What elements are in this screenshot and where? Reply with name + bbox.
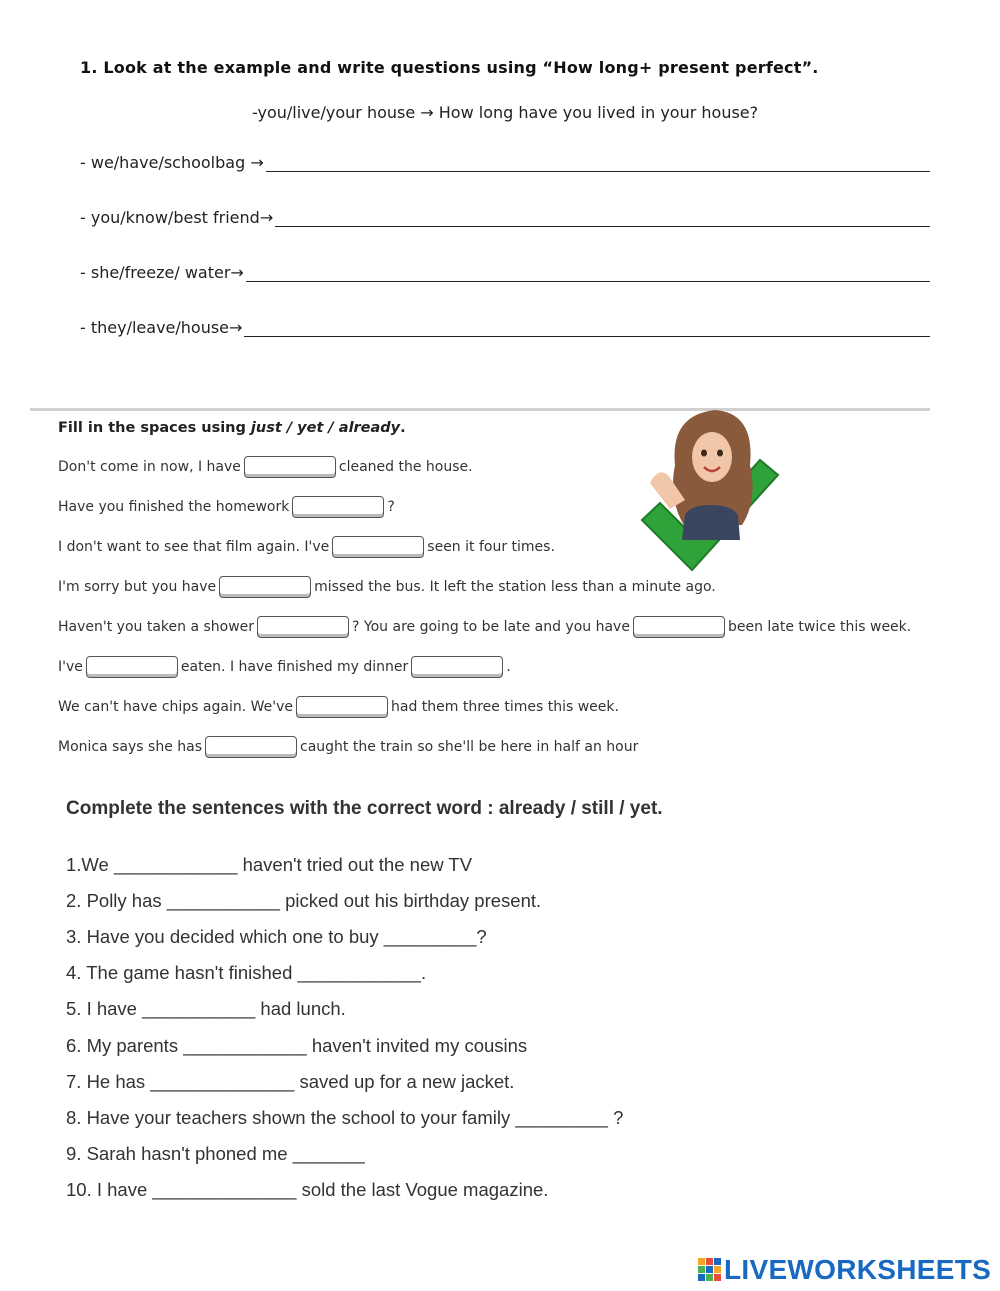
sentence-text: ? (387, 499, 395, 515)
sentence-row (58, 694, 619, 720)
sentence-text: I've (58, 659, 83, 675)
liveworksheets-logo (698, 1255, 991, 1285)
exercise-3-item[interactable]: 1.We ____________ haven't tried out the new TV (66, 854, 473, 875)
sentence-row (58, 534, 555, 560)
sentence-text: ? You are going to be late and you have (352, 619, 630, 635)
answer-line[interactable] (246, 263, 930, 282)
exercise-1-title: 1. Look at the example and write questions using “How long+ present perfect”. (80, 58, 819, 77)
sentence-text: cleaned the house. (338, 459, 473, 475)
answer-line[interactable] (244, 318, 930, 337)
exercise-3-item[interactable]: 5. I have ___________ had lunch. (66, 998, 346, 1019)
sentence-row (58, 614, 911, 640)
answer-box[interactable] (332, 536, 424, 558)
exercise-1-item (80, 258, 930, 282)
answer-box[interactable] (205, 736, 297, 758)
avatar-face (692, 432, 732, 482)
exercise-3-item[interactable]: 8. Have your teachers shown the school to your family _________ ? (66, 1107, 624, 1128)
exercise-1-example: -you/live/your house → How long have you lived in your house? (252, 103, 759, 122)
sentence-text: Haven't you taken a shower (58, 619, 255, 635)
exercise-1 (0, 0, 1000, 400)
sentence-text: . (506, 659, 511, 675)
item-prompt: - we/have/schoolbag → (80, 153, 264, 172)
sentence-row (58, 454, 473, 480)
answer-box[interactable] (244, 456, 336, 478)
sentence-row (58, 494, 395, 520)
exercise-2 (0, 400, 1000, 770)
sentence-text: eaten. I have finished my dinner (180, 659, 409, 675)
avatar-jacket (682, 505, 740, 540)
exercise-3-title: Complete the sentences with the correct word : already / still / yet. (66, 798, 663, 819)
title-suffix: . (400, 420, 406, 436)
logo-text: LIVEWORKSHEETS (724, 1254, 992, 1285)
exercise-3-item[interactable]: 9. Sarah hasn't phoned me _______ (66, 1143, 365, 1164)
exercise-3-item[interactable]: 6. My parents ____________ haven't invited my cousins (66, 1035, 528, 1056)
answer-box[interactable] (219, 576, 311, 598)
sentence-text: Have you finished the homework (58, 499, 290, 515)
sentence-text: We can't have chips again. We've (58, 699, 294, 715)
item-prompt: - she/freeze/ water→ (80, 263, 244, 282)
exercise-3 (0, 780, 1000, 1220)
answer-box[interactable] (633, 616, 725, 638)
sentence-text: seen it four times. (427, 539, 555, 555)
item-prompt: - you/know/best friend→ (80, 208, 274, 227)
title-words: just / yet / already (250, 420, 401, 436)
sentence-text: caught the train so she'll be here in half an hour (300, 739, 639, 755)
answer-box[interactable] (296, 696, 388, 718)
sentence-text: missed the bus. It left the station less than a minute ago. (314, 579, 716, 595)
sentence-text: Monica says she has (58, 739, 203, 755)
sentence-text: I'm sorry but you have (58, 579, 217, 595)
title-prefix: Fill in the spaces using (58, 420, 251, 436)
sentence-row (58, 734, 638, 760)
sentence-text: had them three times this week. (391, 699, 619, 715)
exercise-3-item[interactable]: 3. Have you decided which one to buy _________? (66, 926, 487, 947)
answer-line[interactable] (266, 153, 930, 172)
sentence-text: Don't come in now, I have (58, 459, 241, 475)
exercise-1-item (80, 203, 930, 227)
exercise-1-item (80, 313, 930, 337)
sentence-row (58, 574, 716, 600)
answer-box[interactable] (257, 616, 349, 638)
exercise-3-item[interactable]: 10. I have ______________ sold the last Vogue magazine. (66, 1179, 549, 1200)
exercise-3-item[interactable]: 4. The game hasn't finished ____________. (66, 962, 427, 983)
answer-box[interactable] (86, 656, 178, 678)
sentence-row (58, 654, 511, 680)
answer-box[interactable] (292, 496, 384, 518)
answer-box[interactable] (411, 656, 503, 678)
sentence-text: been late twice this week. (727, 619, 912, 635)
exercise-2-title (58, 420, 406, 436)
item-prompt: - they/leave/house→ (80, 318, 243, 337)
answer-line[interactable] (275, 208, 930, 227)
exercise-3-item[interactable]: 2. Polly has ___________ picked out his birthday present. (66, 890, 542, 911)
exercise-1-item (80, 148, 930, 172)
avatar-checkmark-image (630, 405, 780, 580)
exercise-3-item[interactable]: 7. He has ______________ saved up for a new jacket. (66, 1071, 515, 1092)
sentence-text: I don't want to see that film again. I've (58, 539, 330, 555)
logo-grid-icon (698, 1258, 722, 1282)
